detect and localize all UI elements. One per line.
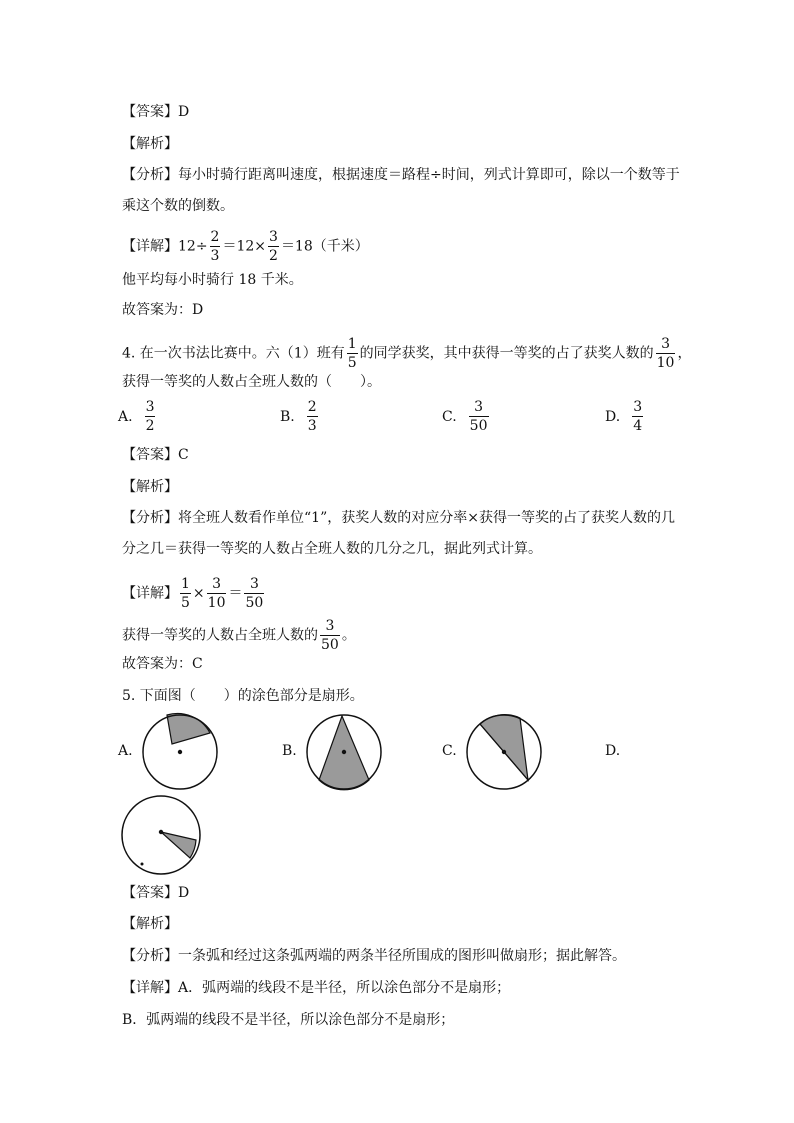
q4-detail xyxy=(122,577,266,610)
q3-frac-1 xyxy=(210,230,221,263)
q4-option-b-den: 3 xyxy=(307,418,317,434)
q5-figure-a[interactable] xyxy=(140,712,220,792)
q3-analysis-title: 【解析】 xyxy=(122,136,178,152)
q5-figure-b[interactable] xyxy=(304,712,384,792)
q4-result-frac-den: 50 xyxy=(321,637,339,653)
q3-frac-2 xyxy=(268,230,279,263)
q5-figure-d-center xyxy=(159,830,163,834)
q5-figure-b-center xyxy=(342,750,346,754)
q5-figure-d-circle xyxy=(122,796,200,874)
q5-stem: 5. 下面图（ ）的涂色部分是扇形。 xyxy=(122,688,364,704)
q5-answer: 【答案】D xyxy=(122,885,190,901)
q4-stem-line2: 获得一等奖的人数占全班人数的（ ）。 xyxy=(122,374,381,390)
q4-stem-frac-2-num: 3 xyxy=(661,336,671,352)
q4-fenxi-line1: 【分析】将全班人数看作单位“1”，获奖人数的对应分率×获得一等奖的占了获奖人数的几 xyxy=(122,510,675,526)
q4-detail-label: 【详解】 xyxy=(122,585,178,602)
q3-detail-b: ＝12× xyxy=(222,238,267,255)
q5-detail: 【详解】A．弧两端的线段不是半径，所以涂色部分不是扇形； xyxy=(122,980,511,996)
q4-stem-frac-2-den: 10 xyxy=(656,355,675,371)
q4-stem-a: 4. 在一次书法比赛中。六（1）班有 xyxy=(122,345,345,362)
q3-detail-c: ＝18（千米） xyxy=(280,238,369,255)
q4-result-a: 获得一等奖的人数占全班人数的 xyxy=(122,627,318,644)
q3-detail xyxy=(122,230,369,263)
q4-result-frac xyxy=(320,619,340,652)
q4-detail-frac-2-num: 3 xyxy=(212,576,222,592)
q3-final: 故答案为：D xyxy=(122,302,204,318)
q4-option-b-label: B. xyxy=(280,408,295,425)
q4-option-a-frac xyxy=(145,400,156,433)
q5-figure-d[interactable] xyxy=(120,794,206,880)
q5-label-a[interactable]: A. xyxy=(118,743,133,759)
q4-option-d-num: 3 xyxy=(633,399,643,415)
q4-option-d-label: D. xyxy=(605,408,621,425)
q4-option-c-label: C. xyxy=(442,408,457,425)
q4-option-d-frac xyxy=(632,400,643,433)
q4-stem-frac-2 xyxy=(656,337,676,370)
q4-option-d-den: 4 xyxy=(633,418,643,434)
q4-option-c-num: 3 xyxy=(474,399,484,415)
q4-detail-frac-3-den: 50 xyxy=(245,595,264,611)
q5-label-c[interactable]: C. xyxy=(442,743,457,759)
q4-detail-frac-3-num: 3 xyxy=(249,576,259,592)
q5-detail-b: B．弧两端的线段不是半径，所以涂色部分不是扇形； xyxy=(122,1012,455,1028)
q4-fenxi-line2: 分之几＝获得一等奖的人数占全班人数的几分之几，据此列式计算。 xyxy=(122,541,542,557)
q3-frac-1-den: 3 xyxy=(210,248,220,264)
q4-detail-frac-1-num: 1 xyxy=(181,576,190,592)
q3-answer: 【答案】D xyxy=(122,104,190,120)
q4-option-d[interactable] xyxy=(605,400,645,433)
q4-option-a[interactable] xyxy=(118,400,157,433)
q3-fenxi-line2: 乘这个数的倒数。 xyxy=(122,198,234,214)
q4-detail-frac-2 xyxy=(207,577,227,610)
q5-figure-c-center xyxy=(502,750,506,754)
q4-detail-frac-1-den: 5 xyxy=(181,595,190,611)
q4-result xyxy=(122,619,356,652)
q4-answer: 【答案】C xyxy=(122,447,189,463)
q4-option-c-den: 50 xyxy=(469,418,488,434)
q4-stem-c: ， xyxy=(677,345,692,362)
q5-label-b[interactable]: B. xyxy=(282,743,297,759)
q5-figure-a-center xyxy=(178,750,182,754)
q4-detail-frac-1 xyxy=(180,577,191,610)
q4-stem-b: 的同学获奖，其中获得一等奖的占了获奖人数的 xyxy=(359,345,654,362)
q4-final: 故答案为：C xyxy=(122,656,203,672)
q5-analysis-title: 【解析】 xyxy=(122,916,178,932)
q5-fenxi: 【分析】一条弧和经过这条弧两端的两条半径所围成的图形叫做扇形；据此解答。 xyxy=(122,948,626,964)
q4-option-c-frac xyxy=(469,400,489,433)
q4-detail-eq: ＝ xyxy=(228,585,243,602)
q4-option-a-num: 3 xyxy=(145,399,155,415)
q4-option-c[interactable] xyxy=(442,400,491,433)
q4-stem-frac-1 xyxy=(347,337,358,370)
q4-stem-frac-1-den: 5 xyxy=(347,355,357,371)
q5-figure-c[interactable] xyxy=(464,712,544,792)
q4-option-a-den: 2 xyxy=(145,418,155,434)
q4-result-b: 。 xyxy=(341,627,356,644)
q3-frac-1-num: 2 xyxy=(210,229,220,245)
q5-figure-a-shade xyxy=(167,714,210,744)
q3-fenxi-line1: 【分析】每小时骑行距离叫速度，根据速度＝路程÷时间，列式计算即可，除以一个数等于 xyxy=(122,167,680,183)
q4-result-frac-num: 3 xyxy=(325,618,335,634)
q4-detail-frac-3 xyxy=(244,577,264,610)
q5-figure-d-shade xyxy=(161,832,196,858)
q4-detail-times: × xyxy=(192,585,205,602)
q3-detail-a: 12÷ xyxy=(178,238,208,255)
q4-option-b[interactable] xyxy=(280,400,320,433)
q4-option-b-frac xyxy=(307,400,318,433)
q4-option-a-label: A. xyxy=(118,408,133,425)
q3-result: 他平均每小时骑行 18 千米。 xyxy=(122,272,303,288)
q5-figure-d-mark xyxy=(141,863,144,866)
q4-analysis-title: 【解析】 xyxy=(122,479,178,495)
q5-label-d[interactable]: D. xyxy=(605,743,621,759)
q4-stem-line1 xyxy=(122,337,691,370)
q5-figure-c-shade xyxy=(480,715,528,780)
q4-detail-frac-2-den: 10 xyxy=(207,595,226,611)
q3-detail-label: 【详解】 xyxy=(122,238,178,255)
q4-stem-frac-1-num: 1 xyxy=(347,336,357,352)
q4-option-b-num: 2 xyxy=(307,399,317,415)
q3-frac-2-den: 2 xyxy=(269,248,278,264)
q3-frac-2-num: 3 xyxy=(269,229,278,245)
